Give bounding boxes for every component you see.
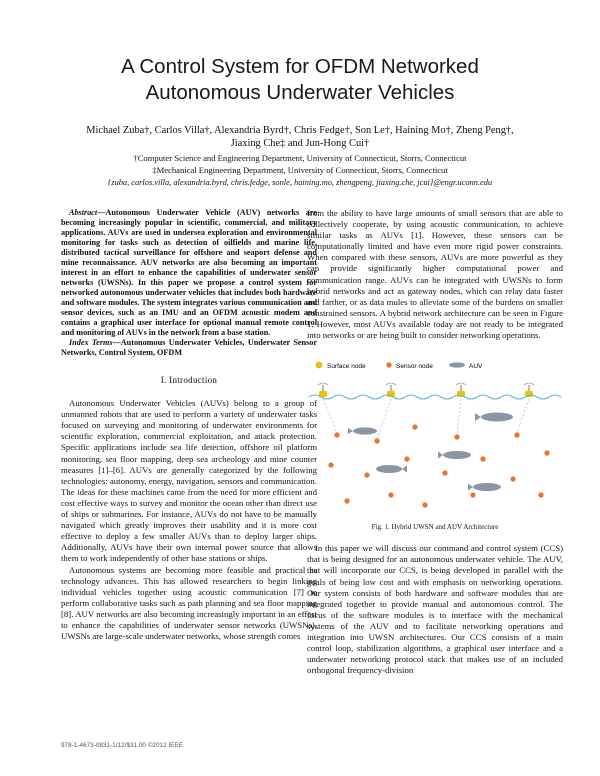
sensor-node-icon [328,463,333,468]
legend-auv-label: AUV [469,363,483,371]
sensor-node-icon [514,433,519,438]
sensor-node-icon [544,451,549,456]
figure-1-diagram [307,355,563,520]
abstract-text: —Autonomous Underwater Vehicle (AUV) networks are becoming increasingly popular in scientific, commercial, and military applications. AUVs are used in undersea exploration and environmental monitoring for tasks such as detection of oilfields and marine life, distributed tactical surveillance for offshore and seaport defense and mine reconnaissance. AUV networks are also becoming an important interest in an effort to enhance the capabilities of underwater sensor networks (UWSNs). In this paper we propose a control system for networked autonomous underwater vehicles that includes both hardware and software modules. The system integrates various communication and sensor devices, such as an IMU and an OFDM acoustic modem and contains a graphical user interface for optional manual remote control and monitoring of AUVs in the network from a base station. [61,208,317,337]
legend-surface-label: Surface node [327,363,366,371]
index-terms [61,338,317,358]
section-heading-introduction: I. Introduction [160,375,218,385]
authors-line-1: Michael Zuba†, Carlos Villa†, Alexandria Byrd†, Chris Fedge†, Son Le†, Haining Mo†, Zheng Peng†, [86,125,514,136]
sensor-node-icon [334,433,339,438]
water-surface [309,395,561,399]
affiliation-1: †Computer Science and Engineering Department, University of Connecticut, Storrs, Connecticut [133,153,467,163]
auv-icon [348,428,377,435]
sensor-node-icon [344,499,349,504]
auv-group [348,413,513,492]
sensor-node-icon [412,425,417,430]
author-list [60,124,540,150]
figure-1-caption: Fig. 1. Hybrid UWSN and AUV Architecture [371,523,499,532]
affiliation-2: ‡Mechanical Engineering Department, University of Connecticut, Storrs, Connecticut [152,165,448,175]
sensor-node-icon [454,435,459,440]
surface-buoys [318,383,534,397]
sensor-nodes [328,425,549,508]
legend-auv-icon [449,363,465,368]
authors-line-2: Jiaxing Che‡ and Jun-Hong Cui† [230,138,370,149]
right-column [307,208,563,676]
figure-1 [307,355,563,520]
sensor-node-icon [470,493,475,498]
auv-icon [438,451,471,459]
auv-icon [376,465,407,473]
sensor-node-icon [510,477,515,482]
sensor-node-icon [388,493,393,498]
title-line-2: Autonomous Underwater Vehicles [145,81,455,104]
right-paragraph-1: from the ability to have large amounts of small sensors that are able to collectively cooperate, by using acoustic communication, to achieve similar tasks as AUVs [1]. However, these sensors can be computationally limited and have even more rigid power constraints. When compared with these sensors, AUVs are more powerful as they can provide significantly higher computational power and communication range. AUVs can be integrated with UWSNs to form hybrid networks and act as gateway nodes, which can relay data faster and farther, or as data mules to alleviate some of the burdens on smaller constrained sensors. A hybrid network architecture can be seen in Figure 1. However, most AUVs available today are not ready to be integrated into networks or are being built to consider networking operations. [307,208,563,341]
index-terms-label: Index Terms [69,338,113,347]
legend-surface-icon [316,362,322,368]
index-terms-text: —Autonomous Underwater Vehicles, Underwater Sensor Networks, Control System, OFDM [61,338,317,357]
sensor-node-icon [422,503,427,508]
intro-paragraph-2: Autonomous systems are becoming more feasible and practical as technology advances. This has allowed researchers to begin linking individual vehicles together using acoustic communication [7] to perform collaborative tasks such as path planning and sea floor mapping [8]. AUV networks are also becoming increasingly important in an effort to enhance the capabilities of underwater sensor networks (UWSNs). UWSNs are large-scale underwater networks, whose strength comes [61,564,317,642]
sensor-node-icon [404,457,409,462]
copyright-footer: 978-1-4673-0831-1/12/$31.00 ©2012 IEEE [61,742,183,749]
author-emails: {zuba, carlos.villa, alexandria.byrd, chris.fedge, sonle, haining.mo, zhengpeng, jiaxing.che, jcui}@engr.uconn.edu [107,178,493,187]
abstract-label: Abstract [69,208,98,217]
surface-node-icon [318,383,328,397]
title-line-1: A Control System for OFDM Networked [121,55,479,78]
sensor-node-icon [480,457,485,462]
left-column [61,208,317,642]
sensor-node-icon [538,493,543,498]
auv-icon [475,413,513,422]
legend-sensor-label: Sensor node [396,363,433,371]
legend [316,362,483,370]
sensor-node-icon [364,473,369,478]
legend-sensor-icon [386,363,391,368]
abstract [61,208,317,338]
sensor-node-icon [374,439,379,444]
auv-icon [468,483,501,491]
right-paragraph-2: In this paper we will discuss our command and control system (CCS) that is being designed for an autonomous underwater vehicle. The AUV, that will incorporate our CCS, is being developed in parallel with the goals of being low cost and with emphasis on networking operations. Our system consists of both hardware and software modules that are integrated together to provide manual and autonomous control. The focus of the software modules is to interface with the mechanical systems of the AUV and to facilitate networking operations and integration into UWSN architectures. Our CCS consists of a main control loop, stabilization algorithms, a graphical user interface and a underwater networking protocol stack that makes use of an included orthogonal frequency-division [307,543,563,676]
intro-paragraph-1: Autonomous Underwater Vehicles (AUVs) belong to a group of unmanned robots that are used to perform a variety of underwater tasks focused on surveying and monitoring of underwater environments for scientific exploration, commercial exploitation, and attack protection. Specific applications include sea life detection, offshore oil platform monitoring, sea floor mapping, deep sea archeology and mine counter measures [1]–[6]. AUVs are generally categorized by the following technologies: autonomy, energy, navigation, sensors and communication. The ideas for these machines came from the need for more efficient and cost effective ways to survey and monitor the ocean other than direct use of ships or submarines. For instance, AUVs do not have to be manually navigated which greatly improves their usability and it is more cost effective to deploy a few smaller AUVs than to deploy larger ships. Additionally, AUVs have their own internal power source that allows them to work independently of other base stations or ships. [61,398,317,564]
paper-title [60,54,540,106]
sensor-node-icon [442,471,447,476]
